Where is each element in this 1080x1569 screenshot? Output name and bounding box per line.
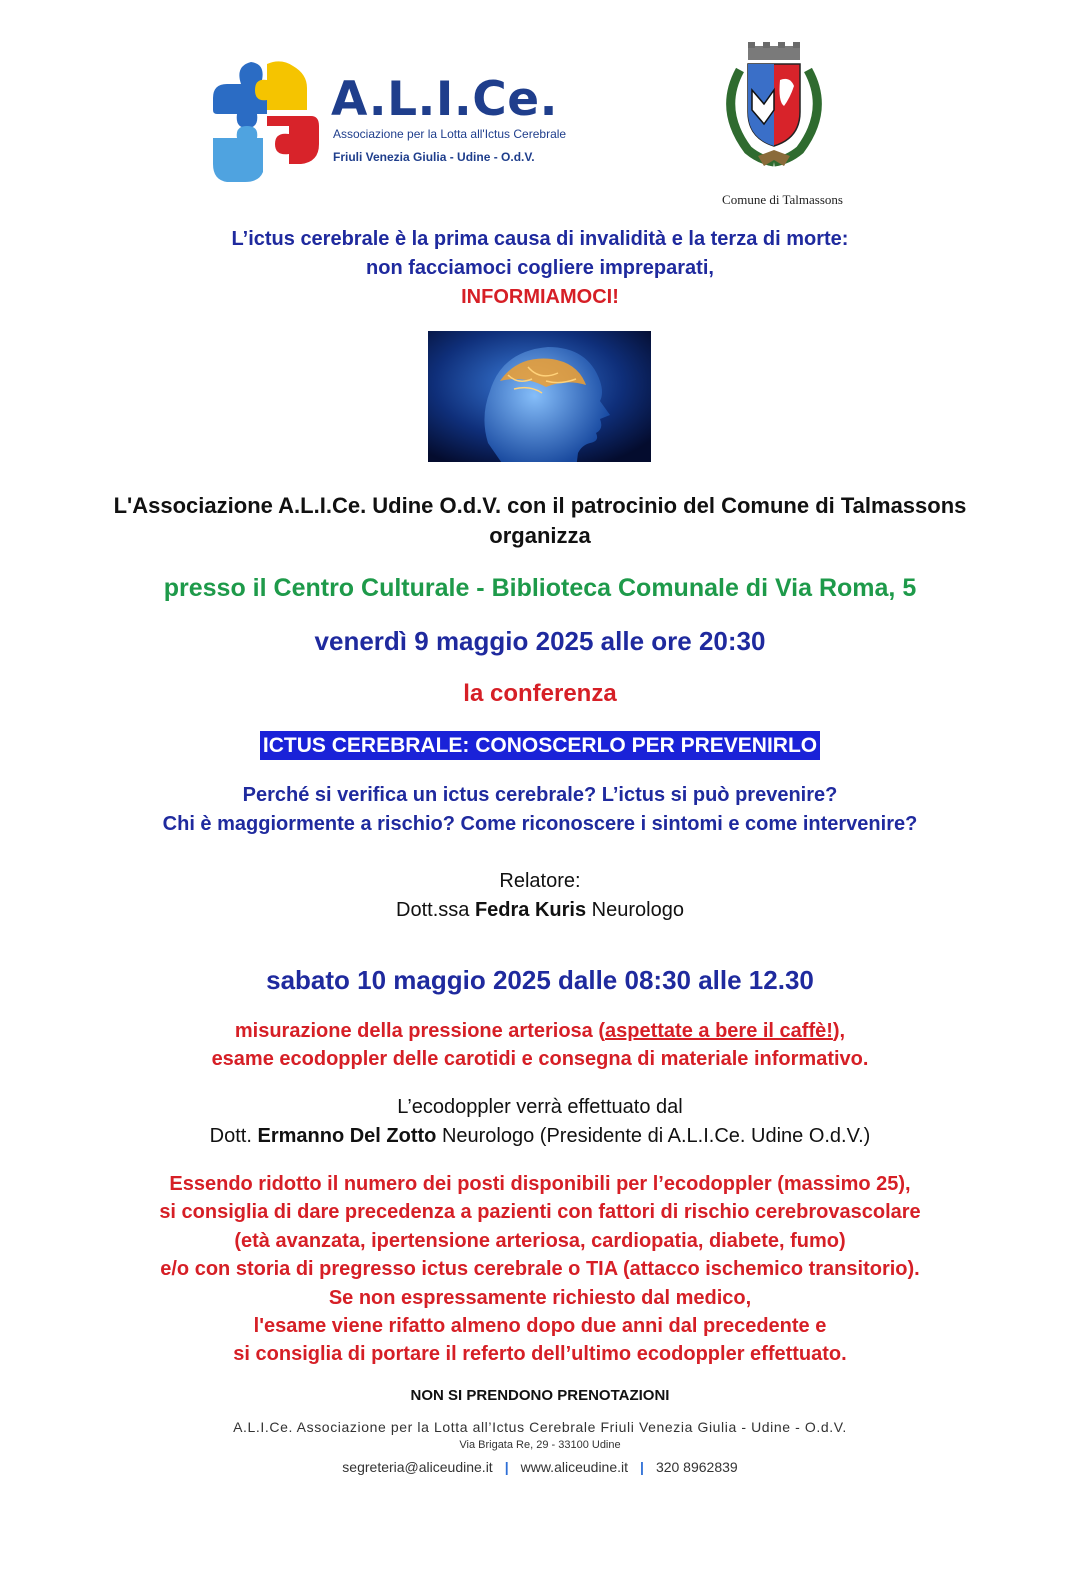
- event1-title: ICTUS CEREBRALE: CONOSCERLO PER PREVENIRLO: [260, 731, 820, 760]
- speaker: [0, 896, 1080, 924]
- speaker-name: Fedra Kuris: [474, 899, 587, 921]
- footer-address: Via Brigata Re, 29 - 33100 Udine: [459, 1439, 621, 1451]
- notice-line: (età avanzata, ipertensione arteriosa, cardiopatia, diabete, fumo): [234, 1229, 846, 1252]
- intro-line-3: INFORMIAMOCI!: [461, 286, 619, 308]
- event2-line-1b: ),: [832, 1020, 846, 1042]
- comune-label: Comune di Talmassons: [722, 192, 843, 207]
- logo-name: A.L.I.Ce.: [331, 72, 558, 127]
- notice-line: l'esame viene rifatto almeno dopo due anni dal precedente e: [253, 1315, 827, 1338]
- event1-date: venerdì 9 maggio 2025 alle ore 20:30: [314, 626, 766, 656]
- event2-line-1: [0, 1017, 1080, 1045]
- footer-email[interactable]: segreteria@aliceudine.it: [342, 1459, 493, 1475]
- notice-line: si consiglia di portare il referto dell’ultimo ecodoppler effettuato.: [233, 1343, 847, 1366]
- event1-questions-1: Perché si verifica un ictus cerebrale? L’ictus si può prevenire?: [242, 784, 838, 806]
- intro-line-2: non facciamoci cogliere impreparati,: [366, 257, 714, 279]
- footer-separator: |: [640, 1459, 644, 1475]
- town-crest-icon: [718, 40, 830, 168]
- intro-line-1: L’ictus cerebrale è la prima causa di invalidità e la terza di morte:: [231, 228, 849, 250]
- doctor-line-1: L’ecodoppler verrà effettuato dal: [397, 1096, 683, 1118]
- brain-head-icon: [428, 331, 651, 462]
- logo-region: Friuli Venezia Giulia - Udine - O.d.V.: [333, 150, 535, 164]
- doctor-prefix: Dott.: [209, 1125, 252, 1147]
- footer-org: A.L.I.Ce. Associazione per la Lotta all’Ictus Cerebrale Friuli Venezia Giulia - Udine - O.d.V.: [233, 1419, 847, 1435]
- event2-line-1a: misurazione della pressione arteriosa (: [234, 1020, 606, 1042]
- footer-phone[interactable]: 320 8962839: [655, 1459, 738, 1475]
- doctor-role: Neurologo (Presidente di A.L.I.Ce. Udine O.d.V.): [441, 1125, 871, 1147]
- footer-contacts: [0, 1457, 1080, 1477]
- notice-line: Se non espressamente richiesto dal medico,: [328, 1286, 752, 1309]
- notice-block: [0, 1170, 1080, 1369]
- notice-line: e/o con storia di pregresso ictus cerebrale o TIA (attacco ischemico transitorio).: [160, 1258, 920, 1281]
- footer-website[interactable]: www.aliceudine.it: [520, 1459, 629, 1475]
- coffee-note: aspettate a bere il caffè!: [605, 1020, 833, 1042]
- doctor-line-2: [0, 1122, 1080, 1150]
- event1-questions-2: Chi è maggiormente a rischio? Come riconoscere i sintomi e come intervenire?: [162, 813, 918, 835]
- alice-logo: [205, 58, 585, 186]
- event2-line-2: esame ecodoppler delle carotidi e consegna di materiale informativo.: [211, 1048, 869, 1070]
- speaker-role: Neurologo: [591, 899, 684, 921]
- speaker-prefix: Dott.ssa: [396, 899, 470, 921]
- no-booking: NON SI PRENDONO PRENOTAZIONI: [410, 1387, 670, 1404]
- notice-line: si consiglia di dare precedenza a pazienti con fattori di rischio cerebrovascolare: [159, 1201, 921, 1224]
- venue: presso il Centro Culturale - Biblioteca Comunale di Via Roma, 5: [163, 574, 917, 602]
- organizer-line-2: organizza: [489, 523, 591, 548]
- event1-title-wrap: [0, 731, 1080, 760]
- event1-label: la conferenza: [463, 680, 617, 707]
- doctor-name: Ermanno Del Zotto: [257, 1125, 437, 1147]
- event2-date: sabato 10 maggio 2025 dalle 08:30 alle 12.30: [266, 965, 814, 995]
- speaker-label: Relatore:: [499, 870, 581, 892]
- logo-subtitle: Associazione per la Lotta all'Ictus Cerebrale: [333, 127, 567, 141]
- notice-line: Essendo ridotto il numero dei posti disponibili per l’ecodoppler (massimo 25),: [169, 1173, 911, 1195]
- organizer-line-1: L'Associazione A.L.I.Ce. Udine O.d.V. con il patrocinio del Comune di Talmassons: [113, 493, 967, 518]
- puzzle-logo-icon: [205, 58, 323, 182]
- footer-separator: |: [504, 1459, 509, 1475]
